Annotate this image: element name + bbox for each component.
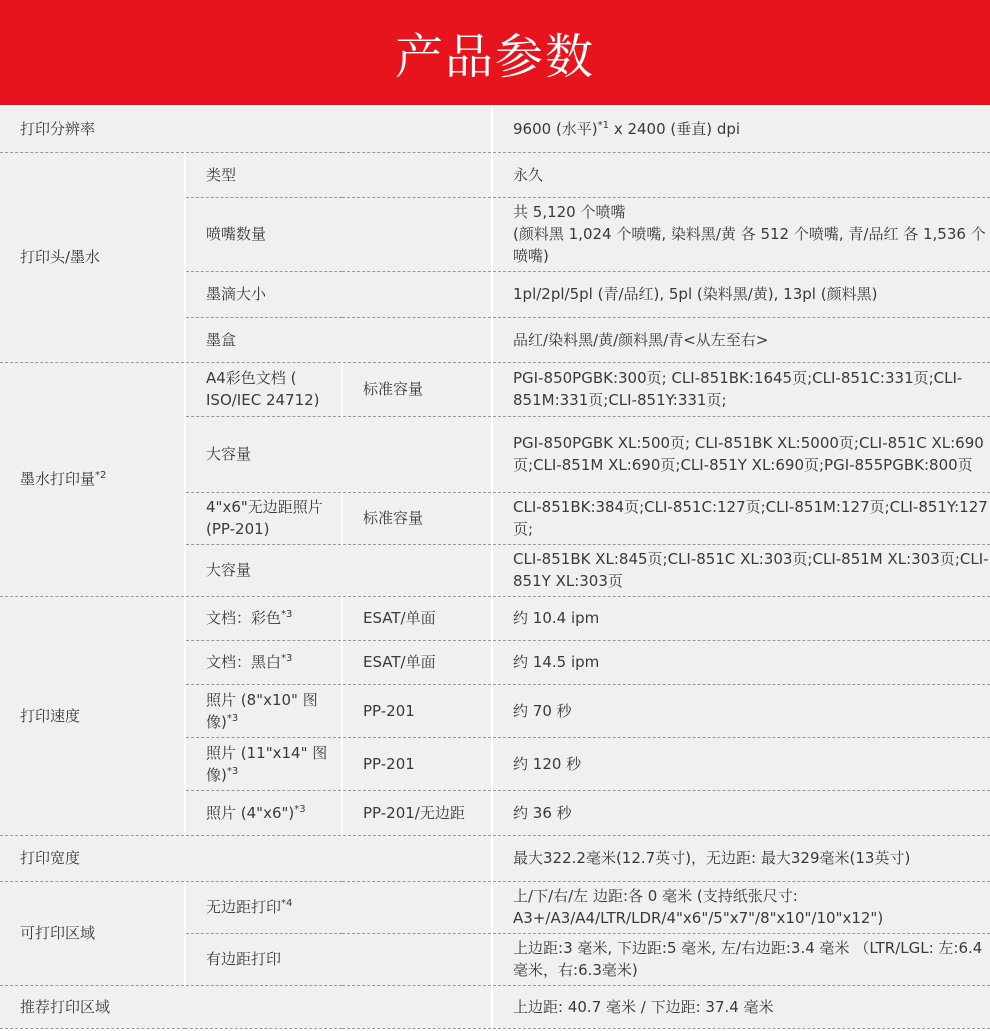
footnote-mark: *3 <box>226 765 239 777</box>
cell-value: CLI-851BK:384页;CLI-851C:127页;CLI-851M:127页;CLI-851Y:127页; <box>492 492 990 544</box>
cell-value: 最大322.2毫米(12.7英寸)，无边距: 最大329毫米(13英寸) <box>492 835 990 881</box>
cell-value: 约 36 秒 <box>492 790 990 835</box>
sub-label: 标准容量 <box>342 492 492 544</box>
sub-label: 文档：黑白$^{*3}$ <box>185 640 342 684</box>
sub-label: 类型 <box>185 152 492 197</box>
row-label: 打印分辨率 <box>0 106 492 152</box>
sub-label: PP-201 <box>342 737 492 790</box>
footnote-mark: *1 <box>597 120 610 132</box>
sub-label: 墨盒 <box>185 317 492 362</box>
cell-value: 约 10.4 ipm <box>492 596 990 640</box>
cell-value: 上边距: 40.7 毫米 / 下边距: 37.4 毫米 <box>492 985 990 1028</box>
cell-value: PGI-850PGBK:300页; CLI-851BK:1645页;CLI-851C:331页;CLI-851M:331页;CLI-851Y:331页; <box>492 362 990 416</box>
table-row <box>0 985 990 1028</box>
cell-value: CLI-851BK XL:845页;CLI-851C XL:303页;CLI-851M XL:303页;CLI-851Y XL:303页 <box>492 544 990 596</box>
sub-label: ESAT/单面 <box>342 596 492 640</box>
sub-label: 大容量 <box>185 416 492 492</box>
sub-label: 墨滴大小 <box>185 271 492 317</box>
footnote-mark: *3 <box>281 609 293 620</box>
cell-value: 上/下/右/左 边距:各 0 毫米 (支持纸张尺寸: A3+/A3/A4/LTR/LDR/4"x6"/5"x7"/8"x10"/10"x12") <box>492 881 990 933</box>
row-label: 推荐打印区域 <box>0 985 492 1028</box>
footnote-mark: *3 <box>281 653 293 664</box>
table-row <box>0 596 990 640</box>
table-row <box>0 881 990 933</box>
page-title: 产品参数 <box>394 29 595 85</box>
row-label: 可打印区域 <box>0 881 185 985</box>
cell-value: PGI-850PGBK XL:500页; CLI-851BK XL:5000页;CLI-851C XL:690页;CLI-851M XL:690页;CLI-851Y XL:690页;PGI-855PGBK:800页 <box>492 416 990 492</box>
sub-label: 4"x6"无边距照片 (PP-201) <box>185 492 342 544</box>
row-label: 打印宽度 <box>0 835 492 881</box>
sub-label: 照片 (4"x6")$^{*3}$ <box>185 790 342 835</box>
sub-label: 文档：彩色$^{*3}$ <box>185 596 342 640</box>
cell-value: 上边距:3 毫米, 下边距:5 毫米, 左/右边距:3.4 毫米 （LTR/LGL: 左:6.4毫米，右:6.3毫米) <box>492 933 990 985</box>
sub-label: 喷嘴数量 <box>185 197 492 271</box>
cell-value: 共 5,120 个喷嘴 (颜料黑 1,024 个喷嘴, 染料黑/黄 各 512 个喷嘴, 青/品红 各 1,536 个喷嘴) <box>492 197 990 271</box>
footnote-mark: *2 <box>95 470 107 481</box>
cell-value: 永久 <box>492 152 990 197</box>
sub-label: 照片 (11"x14" 图像)$^{*3}$ <box>185 737 342 790</box>
footnote-mark: *4 <box>281 898 293 909</box>
footnote-mark: *3 <box>226 712 239 724</box>
footnote-mark: *3 <box>294 803 306 815</box>
cell-value: 约 70 秒 <box>492 684 990 737</box>
sub-label: 有边距打印 <box>185 933 492 985</box>
cell-value: 1pl/2pl/5pl (青/品红), 5pl (染料黑/黄), 13pl (颜料黑) <box>492 271 990 317</box>
resolution-value: 9600 (水平)$^{*1}$ x 2400 (垂直) dpi <box>492 106 990 152</box>
row-label: 墨水打印量$^{*2}$ <box>0 362 185 596</box>
sub-label: 大容量 <box>185 544 492 596</box>
sub-label: 照片 (8"x10" 图像)$^{*3}$ <box>185 684 342 737</box>
sub-label: A4彩色文档 ( ISO/IEC 24712) <box>185 362 342 416</box>
sub-label: 无边距打印$^{*4}$ <box>185 881 492 933</box>
spec-table <box>0 105 990 1029</box>
table-row <box>0 152 990 197</box>
row-label: 打印头/墨水 <box>0 152 185 362</box>
table-row <box>0 362 990 416</box>
cell-value: 约 14.5 ipm <box>492 640 990 684</box>
cell-value: 品红/染料黑/黄/颜料黑/青<从左至右> <box>492 317 990 362</box>
table-row <box>0 835 990 881</box>
cell-value: 约 120 秒 <box>492 737 990 790</box>
table-row <box>0 106 990 152</box>
sub-label: PP-201/无边距 <box>342 790 492 835</box>
sub-label: ESAT/单面 <box>342 640 492 684</box>
row-label: 打印速度 <box>0 596 185 835</box>
sub-label: 标准容量 <box>342 362 492 416</box>
page-title-banner <box>0 0 990 105</box>
sub-label: PP-201 <box>342 684 492 737</box>
